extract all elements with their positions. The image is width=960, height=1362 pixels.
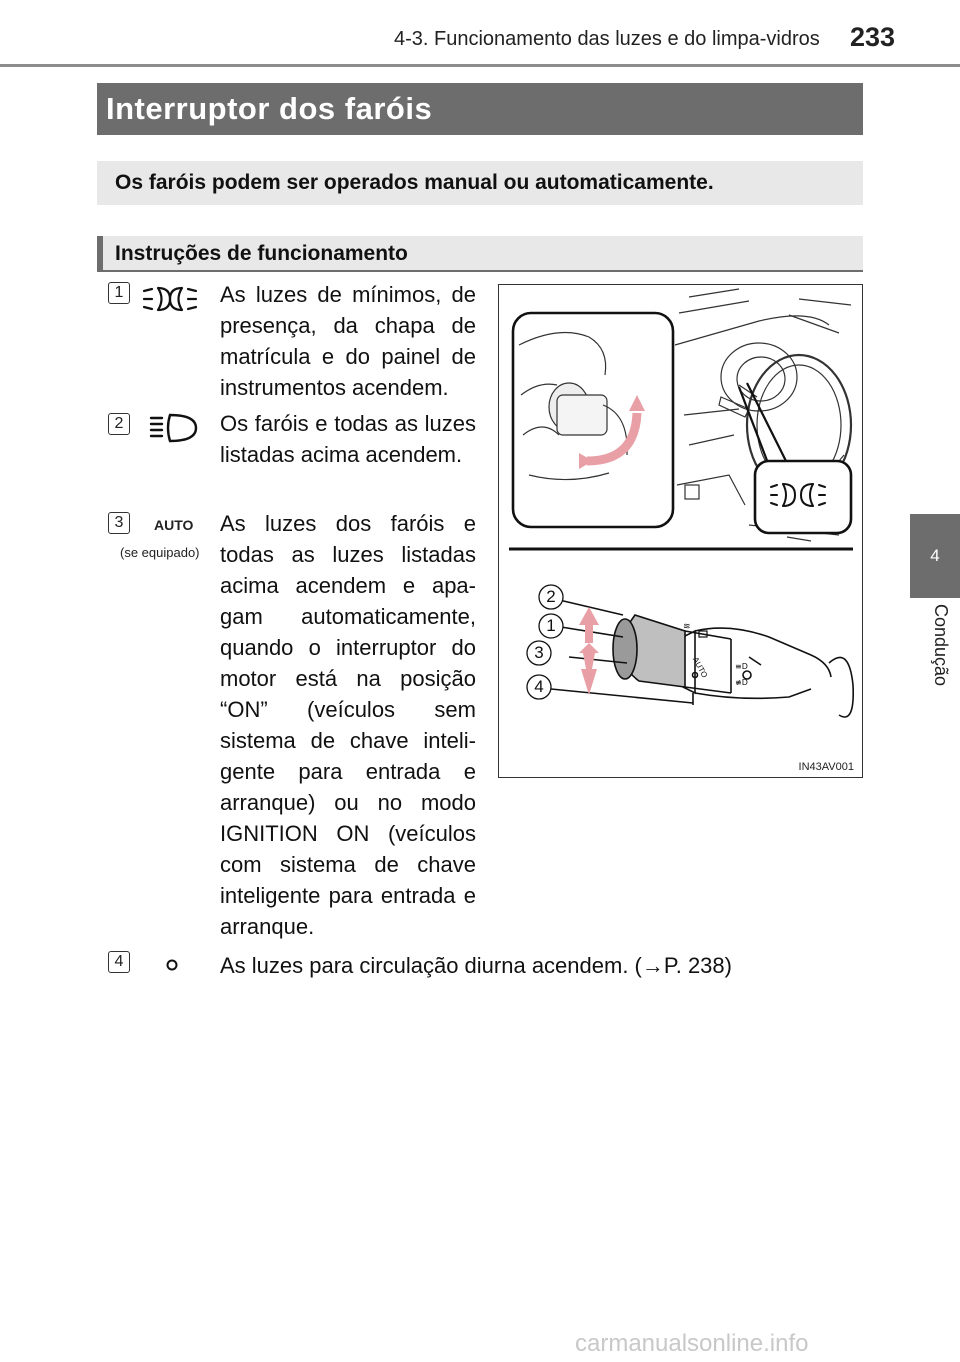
figure-callout-2: 2 xyxy=(546,587,556,606)
title-bar xyxy=(97,83,863,135)
running-header: 4-3. Funcionamento das luzes e do limpa-vidros xyxy=(394,28,820,50)
item-number-1: 1 xyxy=(108,282,130,304)
chapter-label: Condução xyxy=(931,604,951,687)
watermark: carmanualsonline.info xyxy=(575,1330,809,1357)
chapter-tab[interactable]: 4 xyxy=(910,514,960,598)
headlight-icon xyxy=(148,412,200,444)
figure-callout-3: 3 xyxy=(534,643,544,662)
headlight-switch-figure xyxy=(498,284,863,778)
equipped-note: (se equipado) xyxy=(120,545,200,560)
off-circle-icon xyxy=(165,958,179,972)
item-text-3: As luzes dos faróis e todas as luzes listadas acima acendem e apa-gam automaticamente, quando o interruptor do motor está na posição “ON” (veículos sem sistema de chave inteli-gente para entrada e arranque) ou no modo IGNITION ON (veículos com sistema de chave inteligente para entrada e arranque. xyxy=(220,511,476,939)
item-text-4: As luzes para circulação diurna acendem. (→P. 238) xyxy=(220,953,732,978)
svg-text:≋: ≋ xyxy=(683,622,691,632)
item-text-2: Os faróis e todas as luzes listadas acima acendem. xyxy=(220,411,476,467)
page-title: Interruptor dos faróis xyxy=(106,91,433,126)
intro-box xyxy=(97,161,863,205)
item-text-1: As luzes de mínimos, de presença, da chapa de matrícula e do painel de instrumentos acendem. xyxy=(220,282,476,400)
figure-callout-4: 4 xyxy=(534,677,544,696)
subheading-underline xyxy=(97,270,863,272)
figure-callout-1: 1 xyxy=(546,616,556,635)
figure-dial-auto-label: AUTO xyxy=(690,655,710,680)
auto-icon: AUTO xyxy=(154,517,194,533)
figure-illustration xyxy=(499,285,863,778)
item-number-4: 4 xyxy=(108,951,130,973)
figure-code: IN43AV001 xyxy=(798,761,854,773)
subheading-accent xyxy=(97,236,103,272)
svg-text:≢D: ≢D xyxy=(735,678,748,687)
item-number-2: 2 xyxy=(108,413,130,435)
subheading: Instruções de funcionamento xyxy=(115,242,408,265)
svg-text:≡D: ≡D xyxy=(735,662,748,671)
page-number: 233 xyxy=(850,22,896,52)
parking-lights-icon xyxy=(142,284,198,314)
intro-text: Os faróis podem ser operados manual ou automaticamente. xyxy=(115,171,714,194)
item-number-3: 3 xyxy=(108,512,130,534)
header-rule xyxy=(0,64,960,67)
subheading-bar xyxy=(97,236,863,272)
